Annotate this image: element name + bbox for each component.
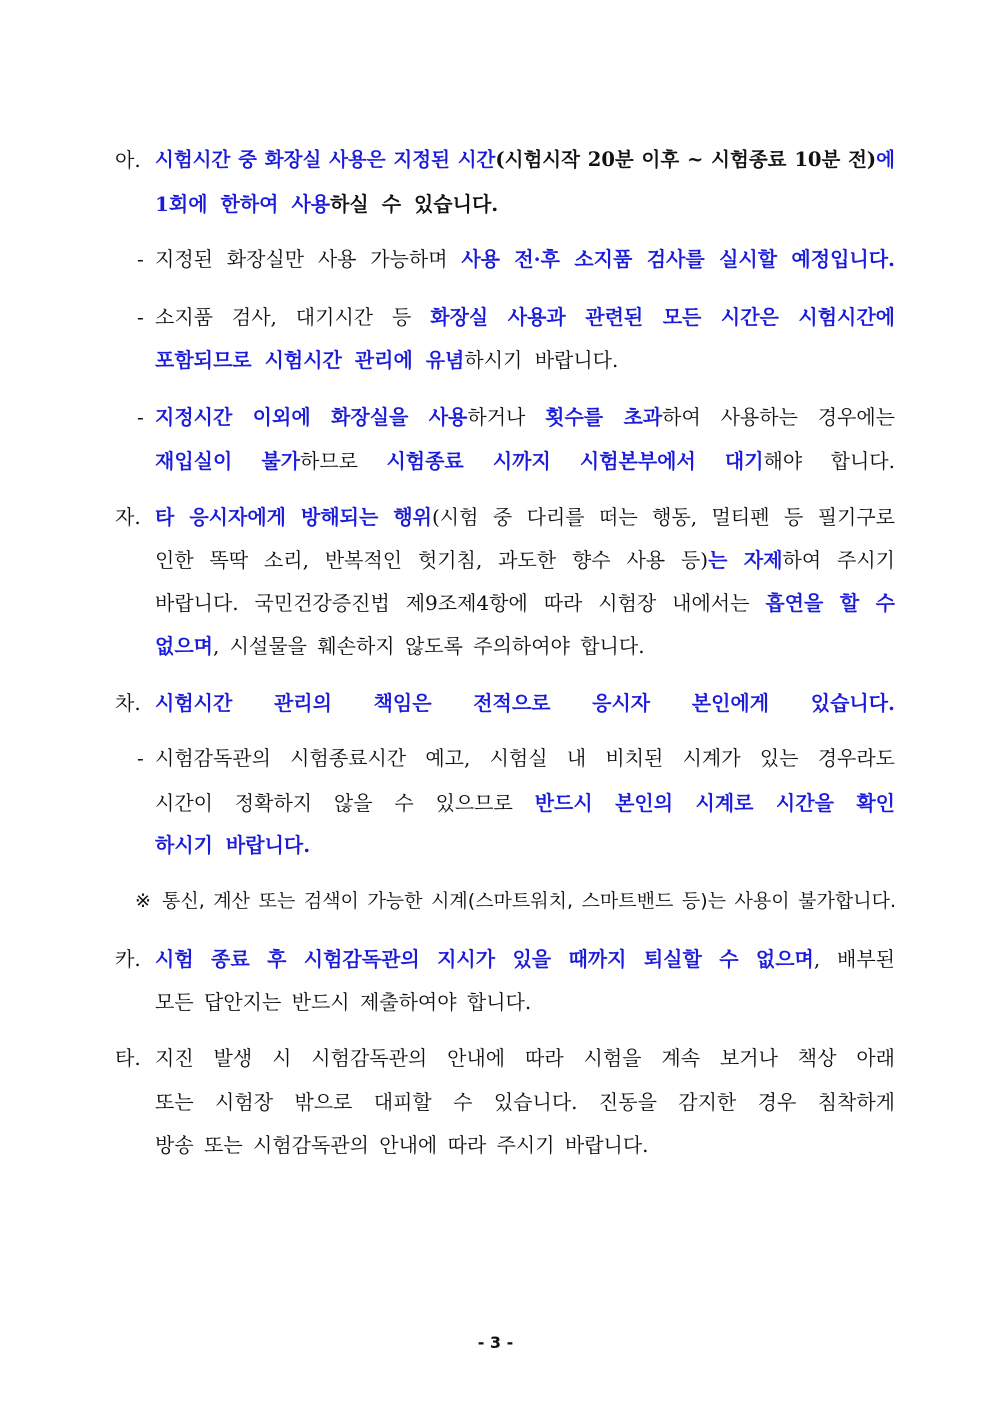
- plain-text: 하여 주시기: [782, 548, 895, 572]
- plain-text: , 시설물을 훼손하지 않도록 주의하여야 합니다.: [212, 634, 645, 658]
- section-marker: 카.: [115, 947, 141, 971]
- plain-text: 하시기 바랍니다.: [464, 348, 619, 372]
- bold-text: 하실 수 있습니다.: [330, 192, 499, 216]
- plain-text: 바랍니다. 국민건강증진법 제9조제4항에 따라 시험장 내에서는: [155, 591, 766, 615]
- bullet-marker: -: [137, 305, 144, 329]
- plain-text: 하므로: [300, 449, 387, 473]
- emphasis-text: 횟수를 초과: [545, 405, 663, 429]
- plain-text: (시험 중 다리를 떠는 행동, 멀티펜 등 필기구로: [431, 505, 895, 529]
- emphasis-text: 는 자제: [708, 548, 783, 572]
- emphasis-text: 화장실 사용과 관련된 모든 시간은 시험시간에: [430, 305, 895, 329]
- plain-text: 모든 답안지는 반드시 제출하여야 합니다.: [155, 990, 532, 1014]
- text-line: [155, 946, 895, 972]
- plain-text: 인한 똑딱 소리, 반복적인 헛기침, 과도한 향수 사용 등): [155, 548, 709, 572]
- plain-text: 소지품 검사, 대기시간 등: [155, 305, 431, 329]
- emphasis-text: 시험시간 중 화장실 사용은 지정된 시간: [155, 148, 496, 171]
- text-line: [155, 690, 895, 716]
- text-line: [155, 246, 895, 272]
- text-line: [155, 547, 895, 573]
- text-line: [155, 504, 895, 530]
- section-marker: 타.: [115, 1046, 141, 1070]
- text-line: [155, 590, 895, 616]
- emphasis-text: 에: [876, 148, 895, 171]
- section-marker: 자.: [115, 505, 141, 529]
- page-number: - 3 -: [477, 1333, 514, 1352]
- emphasis-text: 시험 종료 후 시험감독관의 지시가 있을 때까지 퇴실할 수 없으며: [155, 947, 814, 971]
- text-line: [155, 832, 310, 858]
- text-line: [155, 347, 618, 373]
- emphasis-text: 하시기 바랍니다.: [155, 833, 311, 857]
- plain-text: 하여 사용하는 경우에는: [662, 405, 895, 429]
- emphasis-text: 사용 전·후 소지품 검사를 실시할 예정입니다.: [461, 247, 895, 271]
- section-marker: 아.: [115, 148, 141, 172]
- plain-text: 지정된 화장실만 사용 가능하며: [155, 247, 462, 271]
- text-line: [155, 147, 895, 173]
- emphasis-text: 없으며: [155, 634, 213, 658]
- plain-text: 시험감독관의 시험종료시간 예고, 시험실 내 비치된 시계가 있는 경우라도: [155, 746, 895, 770]
- plain-text: , 배부된: [813, 947, 895, 971]
- note-marker: ※: [135, 890, 154, 912]
- text-line: [155, 989, 531, 1015]
- emphasis-text: 시험종료 시까지 시험본부에서 대기: [386, 449, 764, 473]
- bold-text: (시험시작 20분 이후 ~ 시험종료 10분 전): [495, 148, 877, 171]
- text-line: [155, 1089, 895, 1115]
- text-line: [155, 448, 895, 474]
- note-text: 통신, 계산 또는 검색이 가능한 시계(스마트워치, 스마트밴드 등)는 사용이 불가합니다.: [162, 890, 896, 912]
- emphasis-text: 시험시간 관리의 책임은 전적으로 응시자 본인에게 있습니다.: [155, 691, 895, 715]
- text-line: [155, 1045, 895, 1071]
- emphasis-text: 반드시 본인의 시계로 시간을 확인: [534, 791, 895, 815]
- bullet-marker: -: [137, 405, 144, 429]
- emphasis-text: 흡연을 할 수: [765, 591, 895, 615]
- plain-text: 시간이 정확하지 않을 수 있으므로: [155, 791, 535, 815]
- text-line: [155, 404, 895, 430]
- bullet-marker: -: [137, 746, 144, 770]
- note-line: [135, 888, 896, 914]
- emphasis-text: 지정시간 이외에 화장실을 사용: [155, 405, 468, 429]
- plain-text: 지진 발생 시 시험감독관의 안내에 따라 시험을 계속 보거나 책상 아래: [155, 1046, 895, 1070]
- emphasis-text: 1회에 한하여 사용: [155, 192, 331, 216]
- text-line: [155, 304, 895, 330]
- text-line: [155, 191, 498, 217]
- emphasis-text: 재입실이 불가: [155, 449, 301, 473]
- text-line: [155, 745, 895, 771]
- section-marker: 차.: [115, 691, 141, 715]
- text-line: [155, 1132, 649, 1158]
- plain-text: 해야 합니다.: [763, 449, 895, 473]
- text-line: [155, 633, 645, 659]
- plain-text: 방송 또는 시험감독관의 안내에 따라 주시기 바랍니다.: [155, 1133, 649, 1157]
- bullet-marker: -: [137, 247, 144, 271]
- text-line: [155, 790, 895, 816]
- emphasis-text: 포함되므로 시험시간 관리에 유념: [155, 348, 465, 372]
- emphasis-text: 타 응시자에게 방해되는 행위: [155, 505, 432, 529]
- plain-text: 하거나: [467, 405, 546, 429]
- plain-text: 또는 시험장 밖으로 대피할 수 있습니다. 진동을 감지한 경우 침착하게: [155, 1090, 895, 1114]
